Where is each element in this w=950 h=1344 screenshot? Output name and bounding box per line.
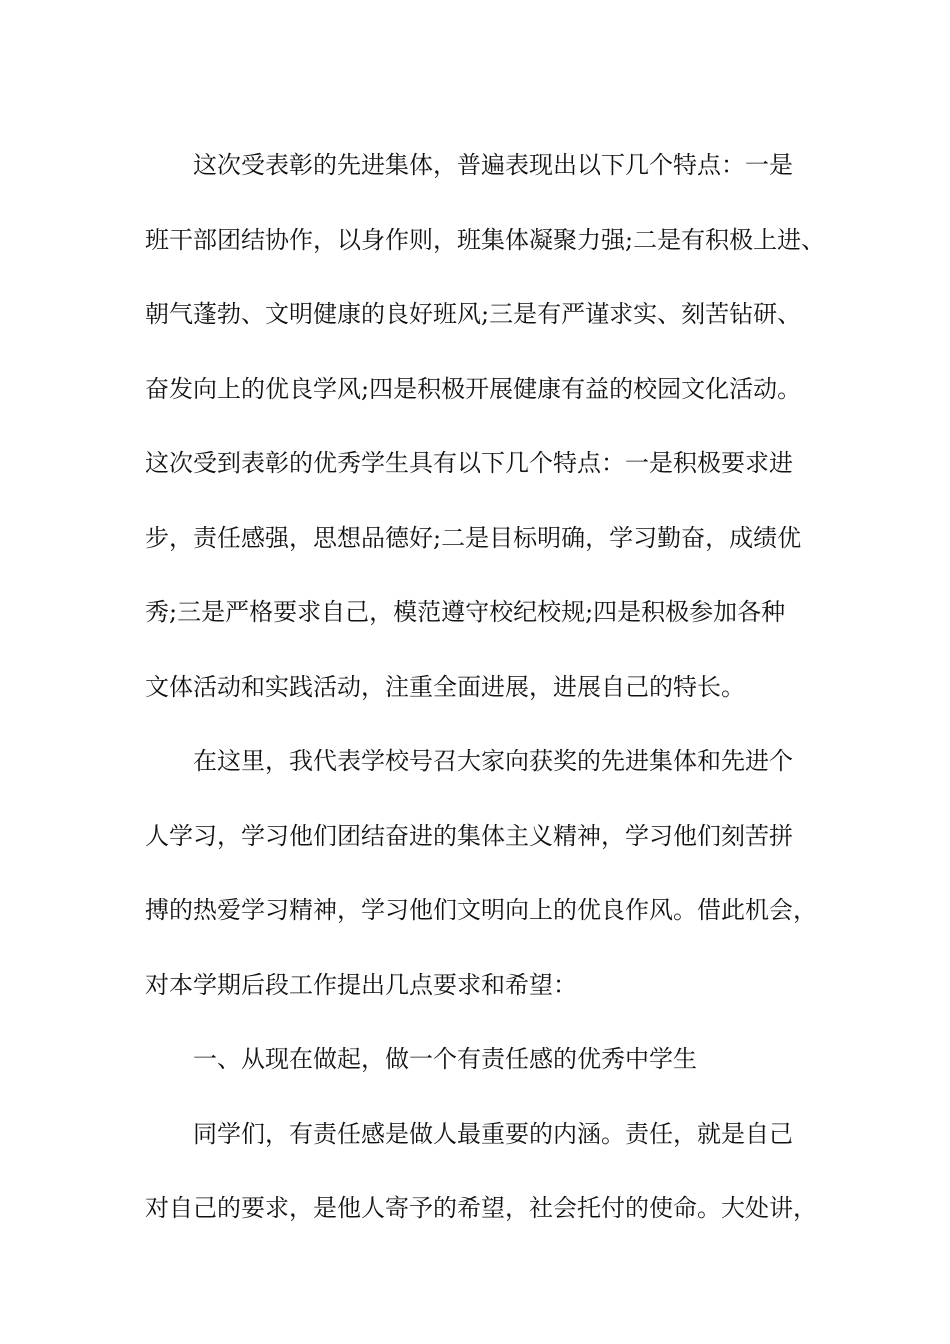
text-line-4: 奋发向上的优良学风;四是积极开展健康有益的校园文化活动。 [145,374,802,403]
text-line-14: 同学们，有责任感是做人最重要的内涵。责任，就是自己 [193,1119,793,1148]
document-body [145,128,835,1246]
text-line-15: 对自己的要求，是他人寄予的希望，社会托付的使命。大处讲， [145,1194,817,1222]
text-line-10: 人学习，学习他们团结奋进的集体主义精神，学习他们刻苦拼 [145,821,793,850]
text-line-3: 朝气蓬勃、文明健康的良好班风;三是有严谨求实、刻苦钻研、 [145,300,802,328]
text-line-2: 班干部团结协作，以身作则，班集体凝聚力强;二是有积极上进、 [145,225,826,254]
text-line-6: 步，责任感强，思想品德好;二是目标明确，学习勤奋，成绩优 [145,523,802,552]
text-line-9: 在这里，我代表学校号召大家向获奖的先进集体和先进个 [193,747,793,775]
text-line-11: 搏的热爱学习精神，学习他们文明向上的优良作风。借此机会， [145,896,817,924]
text-line-8: 文体活动和实践活动，注重全面进展，进展自己的特长。 [145,672,745,701]
text-line-12: 对本学期后段工作提出几点要求和希望： [145,970,577,999]
section-heading-line: 一、从现在做起，做一个有责任感的优秀中学生 [193,1045,697,1073]
text-line-5: 这次受到表彰的优秀学生具有以下几个特点：一是积极要求进 [145,449,793,477]
text-line-1: 这次受表彰的先进集体，普遍表现出以下几个特点：一是 [193,151,793,179]
text-line-7: 秀;三是严格要求自己，模范遵守校纪校规;四是积极参加各种 [145,598,786,626]
